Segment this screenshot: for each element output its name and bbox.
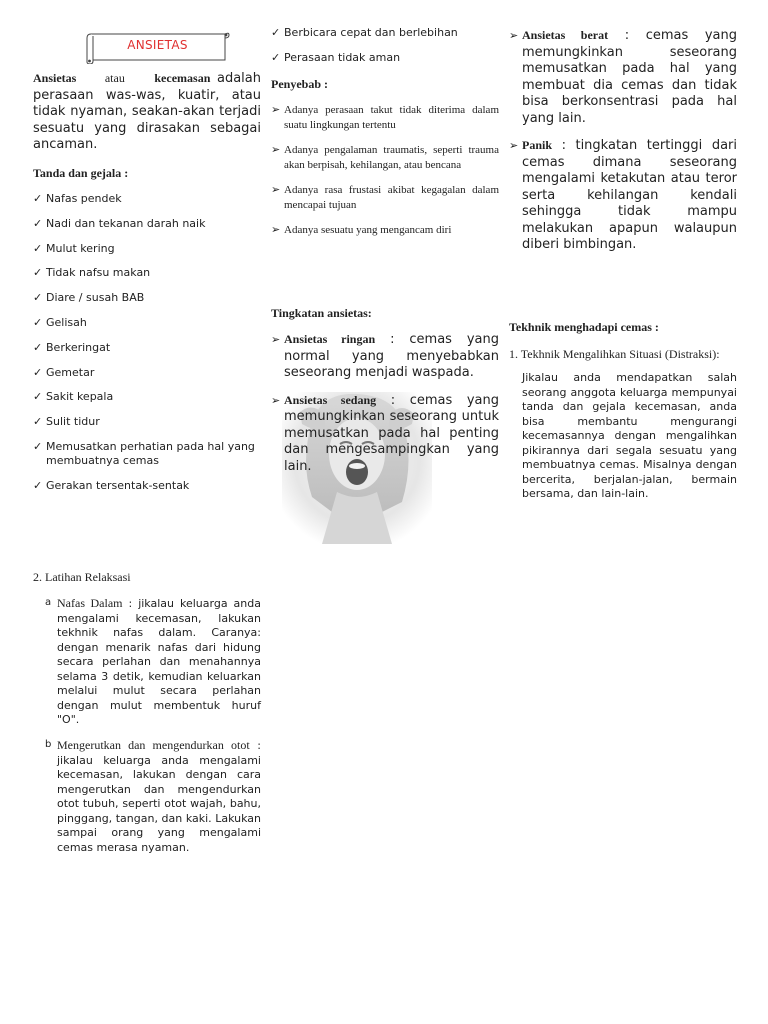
checkmark-icon: ✓ [33, 390, 43, 404]
checkmark-icon: ✓ [33, 340, 43, 354]
intro-conj: atau [104, 71, 125, 85]
list-item: ✓ Sakit kepala [33, 390, 114, 404]
signs-list [33, 192, 263, 504]
checkmark-icon: ✓ [33, 216, 43, 230]
list-item: ➢ Adanya perasaan takut tidak diterima dalam suatu lingkungan tertentu [271, 104, 499, 131]
checkmark-icon: ✓ [33, 415, 43, 429]
intro-paragraph [33, 70, 261, 154]
arrow-right-icon: ➢ [271, 393, 281, 407]
checkmark-icon: ✓ [271, 50, 281, 64]
level-item-ringan: ➢ Ansietas ringan : cemas yang normal yang menyebabkan seseorang menjadi waspada. [271, 332, 500, 380]
list-item: ➢ Adanya pengalaman traumatis, seperti trauma akan berpisah, kehilangan, atau bencana [271, 144, 499, 171]
list-item: ➢ Adanya sesuatu yang mengancam diri [271, 224, 452, 236]
title-banner [85, 30, 230, 64]
checkmark-icon: ✓ [271, 26, 281, 39]
arrow-right-icon: ➢ [509, 29, 519, 42]
technique-2b-name: Mengerutkan dan mengendurkan otot [57, 738, 250, 752]
list-item: ✓ Memusatkan perhatian pada hal yang membuatnya cemas [33, 439, 255, 467]
checkmark-icon: ✓ [33, 291, 43, 305]
checkmark-icon: ✓ [33, 315, 43, 329]
causes-heading: Penyebab : [271, 77, 328, 91]
list-item: ✓ Gerakan tersentak-sentak [33, 478, 190, 492]
techniques-heading: Tekhnik menghadapi cemas : [509, 320, 659, 334]
list-item: ✓ Gelisah [33, 315, 87, 329]
item-label-a: a [45, 597, 52, 608]
technique-2a [45, 596, 261, 728]
list-item: ✓ Mulut kering [33, 241, 115, 255]
technique-2a-body: : jikalau keluarga anda mengalami kecemasan, lakukan tekhnik nafas dalam. Caranya: dengan menarik nafas dari hidung secara perlahan dan menahannya selama 3 detik, kemudian keluarkan melalui mulut secara perlahan dengan mulut membentuk huruf "O". [57, 597, 261, 726]
list-item: ✓ Berkeringat [33, 340, 111, 354]
intro-term-kecemasan: kecemasan [154, 71, 211, 85]
technique-2b [45, 738, 261, 855]
levels-list-col3 [509, 27, 737, 264]
technique-1-body: Jikalau anda mendapatkan salah seorang anggota keluarga mempunyai tanda dan gejala kecemasan, anda bisa membantu mengurangi kecemasannya dengan mengalihkan pikirannya dari segala sesuatu yang membuatnya cemas. Misalnya dengan bercerita, berjalan-jalan, bermain bersama, dan lain-lain. [522, 371, 737, 500]
levels-heading: Tingkatan ansietas: [271, 306, 372, 320]
list-item: ✓ Gemetar [33, 365, 95, 379]
arrow-right-icon: ➢ [271, 224, 281, 236]
causes-list [271, 103, 499, 248]
technique-1-title: 1. Tekhnik Mengalihkan Situasi (Distraksi): [509, 347, 720, 361]
level-item-berat: ➢ Ansietas berat : cemas yang memungkinkan seseorang memusatkan pada hal yang membuat dia cemas dan tidak bisa berkonsentrasi pada hal yang lain. [509, 28, 737, 126]
checkmark-icon: ✓ [33, 478, 43, 492]
signs-heading: Tanda dan gejala : [33, 166, 129, 180]
checkmark-icon: ✓ [33, 192, 43, 205]
technique-2b-body: : jikalau keluarga anda mengalami kecemasan, lakukan dengan cara mengerutkan dan mengendurkan otot tubuh, seperti otot wajah, bahu, pinggang, tangan, dan kaki. Lakukan sampai orang yang mengalami cemas merasa nyaman. [57, 739, 261, 854]
signs-list-continued [271, 26, 501, 76]
arrow-right-icon: ➢ [271, 144, 281, 156]
intro-term-ansietas: Ansietas [33, 71, 77, 85]
list-item: ➢ Adanya rasa frustasi akibat kegagalan dalam mencapai tujuan [271, 184, 499, 211]
level-item-sedang: ➢ Ansietas sedang : cemas yang memungkinkan seseorang untuk memusatkan pada hal penting dan mengesampingkan yang lain. [271, 392, 499, 474]
item-label-b: b [45, 739, 52, 750]
list-item: ✓ Berbicara cepat dan berlebihan [271, 26, 458, 39]
intro-definition: adalah perasaan was-was, kuatir, atau tidak nyaman, seakan-akan terjadi sesuatu yang dirasakan sebagai ancaman. [33, 71, 261, 152]
checkmark-icon: ✓ [33, 365, 43, 379]
levels-list-col2 [271, 331, 499, 485]
list-item: ✓ Tidak nafsu makan [33, 266, 151, 280]
checkmark-icon: ✓ [33, 241, 43, 255]
technique-2-title: 2. Latihan Relaksasi [33, 570, 131, 584]
arrow-right-icon: ➢ [271, 184, 281, 196]
arrow-right-icon: ➢ [271, 104, 281, 116]
list-item: ✓ Nadi dan tekanan darah naik [33, 216, 206, 230]
checkmark-icon: ✓ [33, 439, 43, 453]
list-item: ✓ Diare / susah BAB [33, 291, 145, 305]
page-title: ANSIETAS [127, 38, 188, 52]
list-item: ✓ Nafas pendek [33, 192, 122, 205]
list-item: ✓ Sulit tidur [33, 415, 100, 429]
checkmark-icon: ✓ [33, 266, 43, 280]
technique-2a-name: Nafas Dalam [57, 596, 123, 610]
arrow-right-icon: ➢ [509, 139, 519, 152]
list-item: ✓ Perasaan tidak aman [271, 50, 401, 64]
arrow-right-icon: ➢ [271, 333, 281, 346]
level-item-panik: ➢ Panik : tingkatan tertinggi dari cemas dimana seseorang mengalami ketakutan atau teror serta kehilangan kendali sehingga tidak mampu melakukan apapun walaupun diberi bimbingan. [509, 138, 737, 252]
